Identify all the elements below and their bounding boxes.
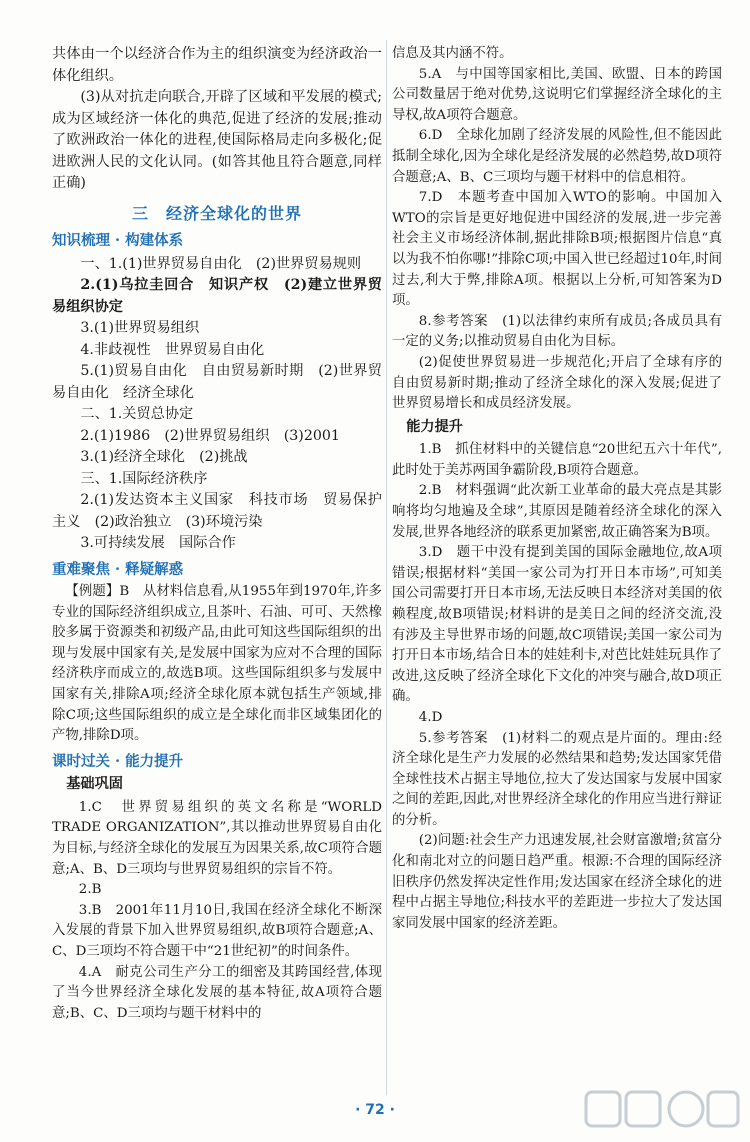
knowledge-item: 一、1.(1)世界贸易自由化 (2)世界贸易规则 [80, 255, 362, 272]
paragraph: 信息及其内涵不符。 [392, 46, 513, 61]
paragraph: 共体由一个以经济合作为主的组织演变为经济政治一体化组织。 [52, 46, 382, 84]
answer-item: (2)问题:社会生产力迅速发展,社会财富激增;贫富分化和南北对立的问题日趋严重。根源:不合理的国际经济旧秩序仍然发挥决定性作用;发达国家在经济全球化的进程中占据主导地位;科技水平的差距进一步拉大了发达国家同发展中国家的经济差距。 [392, 833, 722, 931]
subheading-basic: 基础巩固 [66, 776, 123, 793]
knowledge-item: 2.(1)乌拉圭回合 知识产权 (2)建立世界贸易组织协定 [52, 277, 382, 315]
answer-item: 4.D [418, 709, 443, 725]
answer-item: (2)促使世界贸易进一步规范化;开启了全球有序的自由贸易新时期;推动了经济全球化的深入发展;促进了世界贸易增长和成员经济发展。 [392, 354, 722, 412]
example-answer: 【例题】B 从材料信息看,从1955年到1970年,许多专业的国际经济组织成立,且茶叶、石油、可可、天然橡胶多属于资源类和初级产品,由此可知这些国际组织的出现与发展中国家有关,是发展中国家为应对不合理的国际经济秩序而成立的,故选B项。这些国际组织多与发展中国家有关,排除A项;经济全球化原本就包括生产领域,排除C项;这些国际组织的成立是全球化而非区域集团化的产物,排除D项。 [52, 584, 382, 744]
knowledge-item: 2.(1)1986 (2)世界贸易组织 (3)2001 [80, 427, 340, 444]
left-column [52, 44, 382, 1024]
knowledge-item: 4.非歧视性 世界贸易自由化 [80, 341, 265, 358]
heading-class: 课时过关 · 能力提升 [52, 752, 184, 770]
page-number: · 72 · [355, 1102, 395, 1118]
answer-item: 6.D 全球化加剧了经济发展的风险性,但不能因此抵制全球化,因为全球化是经济发展的必然趋势,故D项符合题意;A、B、C三项均与题干材料中的信息相符。 [392, 128, 722, 185]
right-column [392, 44, 722, 934]
knowledge-item: 2.(1)发达资本主义国家 科技市场 贸易保护主义 (2)政治独立 (3)环境污染 [52, 492, 382, 530]
answer-item: 2.B [78, 882, 102, 898]
watermark-logo-icon [582, 1086, 742, 1136]
knowledge-item: 二、1.关贸总协定 [80, 406, 194, 422]
answer-item: 5.参考答案 (1)材料二的观点是片面的。理由:经济全球化是生产力发展的必然结果和趋势;发达国家凭借全球性技术占据主导地位,拉大了发达国家与发展中国家之间的差距,因此,对世界经济全球化的作用应当进行辩证的分析。 [392, 730, 722, 828]
knowledge-item: 3.(1)世界贸易组织 [80, 320, 200, 336]
subheading-ability: 能力提升 [406, 418, 463, 435]
knowledge-item: 三、1.国际经济秩序 [80, 470, 208, 487]
heading-focus: 重难聚焦 · 释疑解惑 [52, 560, 184, 578]
answer-item: 3.B 2001年11月10日,我国在经济全球化不断深入发展的背景下加入世界贸易组织,故B项符合题意;A、C、D三项均不符合题干中“21世纪初”的时间条件。 [52, 902, 382, 959]
answer-item: 1.C 世界贸易组织的英文名称是“WORLD TRADE ORGANIZATION”,其以推动世界贸易自由化为目标,与经济全球化的发展互为因果关系,故C项符合题意;A、B、D三项均与世界贸易组织的宗旨不符。 [52, 799, 382, 877]
answer-item: 5.A 与中国等国家相比,美国、欧盟、日本的跨国公司数量居于绝对优势,这说明它们掌握经济全球化的主导权,故A项符合题意。 [392, 66, 722, 123]
heading-knowledge: 知识梳理 · 构建体系 [52, 232, 184, 249]
paragraph: (3)从对抗走向联合,开辟了区域和平发展的模式;成为区域经济一体化的典范,促进了经济的发展;推动了欧洲政治一体化的进程,使国际格局走向多极化;促进欧洲人民的文化认同。(如答其他且符合题意,同样正确) [52, 89, 382, 191]
section-title: 三 经济全球化的世界 [131, 203, 302, 223]
answer-item: 4.A 耐克公司生产分工的细密及其跨国经营,体现了当今世界经济全球化发展的基本特征,故A项符合题意;B、C、D三项均与题干材料中的 [52, 964, 382, 1021]
column-divider [386, 40, 387, 1095]
knowledge-item: 3.可持续发展 国际合作 [80, 535, 236, 551]
answer-item: 1.B 抓住材料中的关键信息“20世纪五六十年代”,此时处于美苏两国争霸阶段,B项符合题意。 [392, 442, 722, 478]
knowledge-item: 5.(1)贸易自由化 自由贸易新时期 (2)世界贸易自由化 经济全球化 [52, 363, 382, 401]
answer-item: 3.D 题干中没有提到美国的国际金融地位,故A项错误;根据材料“美国一家公司为打开日本市场”,可知美国公司需要打开日本市场,无法反映日本经济对美国的依赖程度,故B项错误;材料讲的是美日之间的经济交流,没有涉及主导世界市场的问题,故C项错误;美国一家公司为打开日本市场,结合日本的娃娃利卡,对芭比娃娃玩具作了改进,这反映了经济全球化下文化的冲突与融合,故D项正确。 [392, 545, 722, 705]
answer-item: 7.D 本题考查中国加入WTO的影响。中国加入WTO的宗旨是更好地促进中国经济的发展,进一步完善社会主义市场经济体制,据此排除B项;根据图片信息“真以为我不怕你哪!”排除C项;中国入世已经超过10年,时间过去,利大于弊,排除A项。根据以上分析,可知答案为D项。 [392, 190, 722, 309]
knowledge-item: 3.(1)经济全球化 (2)挑战 [80, 449, 248, 465]
answer-item: 2.B 材料强调“此次新工业革命的最大亮点是其影响将均匀地遍及全球”,其原因是随着经济全球化的深入发展,世界各地经济的联系更加紧密,故正确答案为B项。 [392, 483, 722, 540]
answer-item: 8.参考答案 (1)以法律约束所有成员;各成员具有一定的义务;以推动贸易自由化为目标。 [392, 313, 722, 350]
